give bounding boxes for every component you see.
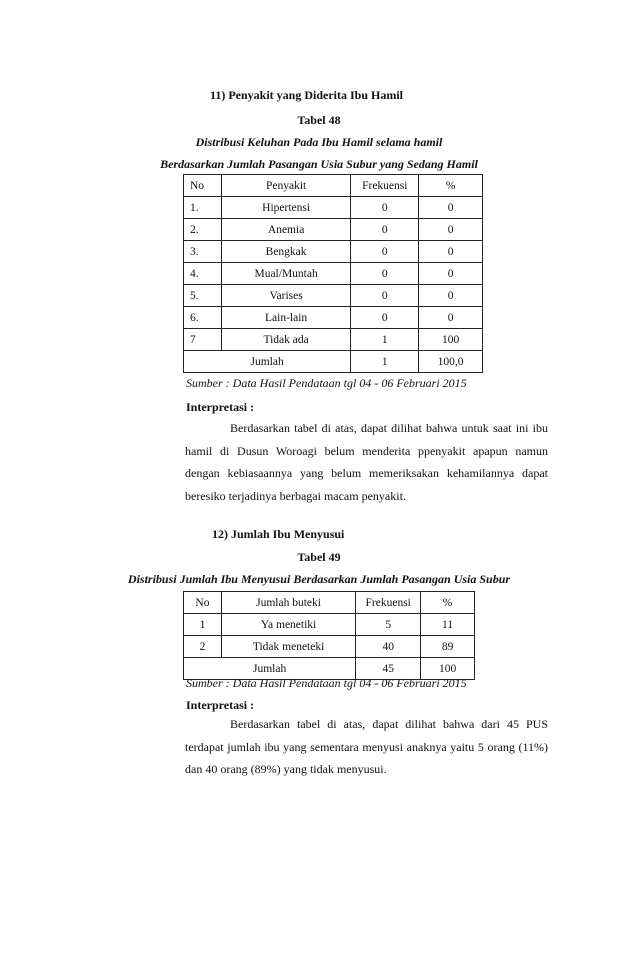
table-cell: 1 — [351, 329, 419, 351]
table-cell: 0 — [419, 241, 483, 263]
table-row — [184, 241, 483, 263]
table-total-label: Jumlah — [184, 658, 356, 680]
table-cell: Bengkak — [221, 241, 350, 263]
table-cell: 40 — [356, 636, 421, 658]
table-cell: 6. — [184, 307, 222, 329]
table-cell: Ya menetiki — [221, 614, 355, 636]
table-cell: 11 — [421, 614, 475, 636]
table-label: Tabel 49 — [297, 550, 341, 564]
table-cell: 0 — [419, 285, 483, 307]
interpretation-text: Berdasarkan tabel di atas, dapat dilihat bahwa untuk saat ini ibu hamil di Dusun Woroagi belum menderita ppenyakit apapun namun dengan kebiasaannya yang belum memeriksakan kehamilannya dapat beresiko terjadinya berbagai macam penyakit. — [185, 421, 548, 503]
table-row — [184, 263, 483, 285]
table-cell: 7 — [184, 329, 222, 351]
table-total-cell: 100 — [421, 658, 475, 680]
table-cell: 0 — [351, 307, 419, 329]
table-cell: 89 — [421, 636, 475, 658]
table-cell: Varises — [221, 285, 350, 307]
table-cell: 1. — [184, 197, 222, 219]
table-cell: Mual/Muntah — [221, 263, 350, 285]
table-row — [184, 636, 475, 658]
table-cell: 2 — [184, 636, 222, 658]
table-source: Sumber : Data Hasil Pendataan tgl 04 - 06 Februari 2015 — [186, 376, 467, 390]
table-header-cell: No — [184, 175, 222, 197]
interpretation-title: Interpretasi : — [186, 698, 255, 712]
table-total-cell: 45 — [356, 658, 421, 680]
table-cell: 0 — [351, 219, 419, 241]
table-row — [184, 285, 483, 307]
table-cell: 0 — [351, 197, 419, 219]
section-heading: 12) Jumlah Ibu Menyusui — [212, 527, 345, 541]
table-row — [184, 329, 483, 351]
table-label: Tabel 48 — [297, 113, 341, 127]
table-row — [184, 614, 475, 636]
table-header-cell: Frekuensi — [356, 592, 421, 614]
table-cell: 0 — [419, 197, 483, 219]
interpretation-paragraph — [185, 417, 548, 507]
table-source: Sumber : Data Hasil Pendataan tgl 04 - 06 Februari 2015 — [186, 676, 467, 690]
table-total-cell: 100,0 — [419, 351, 483, 373]
table-total-label: Jumlah — [184, 351, 351, 373]
interpretation-title: Interpretasi : — [186, 400, 255, 414]
table-cell: 0 — [351, 241, 419, 263]
table-cell: Anemia — [221, 219, 350, 241]
table-cell: 2. — [184, 219, 222, 241]
table-row — [184, 197, 483, 219]
table-header-cell: % — [421, 592, 475, 614]
table-total-row — [184, 351, 483, 373]
table-caption: Distribusi Jumlah Ibu Menyusui Berdasarkan Jumlah Pasangan Usia Subur — [127, 572, 511, 586]
table-caption: Distribusi Keluhan Pada Ibu Hamil selama hamil — [195, 135, 443, 149]
data-table — [183, 591, 475, 680]
table-cell: 100 — [419, 329, 483, 351]
table-cell: 5 — [356, 614, 421, 636]
table-row — [184, 307, 483, 329]
table-cell: 5. — [184, 285, 222, 307]
table-header-cell: Frekuensi — [351, 175, 419, 197]
table-cell: Tidak ada — [221, 329, 350, 351]
table-header-row — [184, 592, 475, 614]
table-caption: Berdasarkan Jumlah Pasangan Usia Subur yang Sedang Hamil — [160, 157, 478, 171]
interpretation-text: Berdasarkan tabel di atas, dapat dilihat bahwa dari 45 PUS terdapat jumlah ibu yang sementara menyusi anaknya yaitu 5 orang (11%) dan 40 orang (89%) yang tidak menyusui. — [185, 717, 548, 776]
table-header-cell: Jumlah buteki — [221, 592, 355, 614]
table-cell: 4. — [184, 263, 222, 285]
table-cell: Tidak meneteki — [221, 636, 355, 658]
table-cell: 0 — [419, 307, 483, 329]
table-header-cell: Penyakit — [221, 175, 350, 197]
table-cell: 3. — [184, 241, 222, 263]
table-cell: Hipertensi — [221, 197, 350, 219]
interpretation-paragraph — [185, 713, 548, 781]
table-cell: 1 — [184, 614, 222, 636]
table-cell: 0 — [419, 219, 483, 241]
table-total-cell: 1 — [351, 351, 419, 373]
table-header-cell: % — [419, 175, 483, 197]
table-cell: Lain-lain — [221, 307, 350, 329]
table-cell: 0 — [351, 285, 419, 307]
table-row — [184, 219, 483, 241]
data-table — [183, 174, 483, 373]
table-cell: 0 — [419, 263, 483, 285]
table-cell: 0 — [351, 263, 419, 285]
table-header-cell: No — [184, 592, 222, 614]
table-header-row — [184, 175, 483, 197]
section-heading: 11) Penyakit yang Diderita Ibu Hamil — [210, 88, 404, 102]
